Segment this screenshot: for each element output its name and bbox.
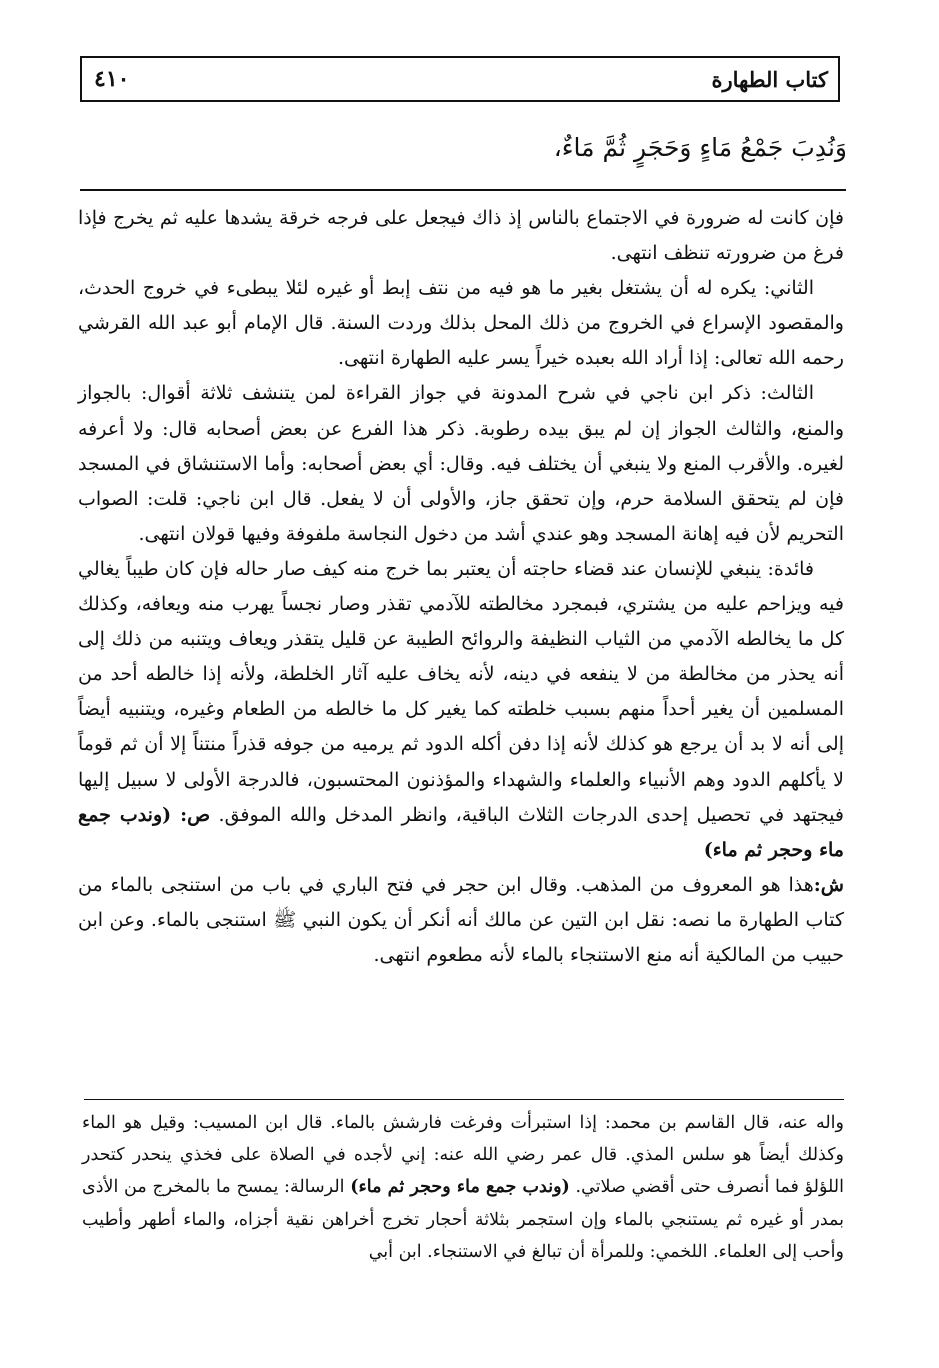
footnote-text-b: الرسالة: يمسح ما بالمخرج من الأذى بمدر أو غيره ثم يستنجي بالماء وإن استجمر بثلاثة أحجار تخرج أخراهن نقية أجزاه، والماء أطهر وأطيب وأحب إلى العلماء. اللخمي: وللمرأة أن تبالغ في الاستنجاء. ابن أبي: [82, 1177, 844, 1262]
paragraph-5-text: هذا هو المعروف من المذهب. وقال ابن حجر في فتح الباري في باب من استنجى بالماء من كتاب الطهارة ما نصه: نقل ابن التين عن مالك أنه أنكر أن يكون النبي ﷺ استنجى بالماء. وعن ابن حبيب من المالكية أنه منع الاستنجاء بالماء لأنه مطعوم انتهى.: [78, 873, 844, 966]
top-divider: [80, 189, 846, 191]
footnote-matn-quote: (وندب جمع ماء وحجر ثم ماء): [350, 1177, 570, 1198]
paragraph-3: الثالث: ذكر ابن ناجي في شرح المدونة في جواز القراءة لمن يتنشف ثلاثة أقوال: بالجواز والمنع، والثالث الجواز إن لم يبق بيده رطوبة. ذكر هذا الفرع عن بعض أصحابه قال: ولا أعرفه لغيره. والأقرب المنع ولا ينبغي أن يختلف فيه. وقال: أي بعض أصحابه: وأما الاستنشاق في المسجد فإن لم يتحقق السلامة حرم، وإن تحقق جاز، والأولى أن لا يفعل. قال ابن ناجي: قلت: الصواب التحريم لأن فيه إهانة المسجد وهو عندي أشد من دخول النجاسة ملفوفة وفيها قولان انتهى.: [78, 382, 844, 545]
page-header: [80, 56, 840, 102]
book-title: كتاب الطهارة: [711, 66, 828, 92]
footnote-divider: [84, 1099, 844, 1100]
main-commentary: [78, 201, 844, 973]
paragraph-5: [78, 868, 844, 973]
paragraph-4: [78, 552, 844, 868]
matn-verse-line: وَنُدِبَ جَمْعُ مَاءٍ وَحَجَرٍ ثُمَّ مَاءٌ،: [553, 133, 847, 162]
paragraph-4-text: فائدة: ينبغي للإنسان عند قضاء حاجته أن يعتبر بما خرج منه كيف صار حاله فإن كان طيباً يغالي فيه ويزاحم عليه من يشتري، فبمجرد مخالطته للآدمي تقذر وصار نجساً يهرب منه ويعافه، وكذلك كل ما يخالطه الآدمي من الثياب النظيفة والروائح الطيبة عن قليل يتقذر ويعاف ويتنبه من ذلك إلى أنه يحذر من مخالطة من لا ينفعه في دينه، لأنه يخاف عليه آثار الخلطة، ولأنه إذا خالطه أحد من المسلمين أن يغير أحداً منهم بسبب خلطته كما يغير كل ما خالطه من الطعام وغيره، ويتنبيه أيضاً إلى أنه لا بد أن يرجع هو كذلك لأنه إذا دفن أكله الدود ثم يرميه من جوفه قذراً منتناً إلا أن ثم قوماً لا يأكلهم الدود وهم الأنبياء والعلماء والشهداء والمؤذنون المحتسبون، فالدرجة الأولى لا سبيل إليها فيجتهد في تحصيل إحدى الدرجات الثلاث الباقية، وانظر المدخل والله الموفق.: [78, 557, 845, 826]
paragraph-2: الثاني: يكره له أن يشتغل بغير ما هو فيه من نتف إبط أو غيره لئلا يبطىء في خروج الحدث، والمقصود الإسراع في الخروج من ذلك المحل بذلك وردت السنة. قال الإمام أبو عبد الله القرشي رحمه الله تعالى: إذا أراد الله بعبده خيراً يسر عليه الطهارة انتهى.: [78, 277, 844, 370]
footnote-paragraph: [82, 1107, 844, 1268]
page-number: ٤١٠: [94, 66, 130, 92]
footnote-text-a: واله عنه، قال القاسم بن محمد: إذا استبرأت وفرغت فارشش بالماء. قال ابن المسيب: وقيل هو الماء وكذلك أيضاً هو سلس المذي. قال عمر رضي الله عنه: إني لأجده في الصلاة على فخذي ينحدر كتحدر اللؤلؤ فما أنصرف حتى أقضي صلاتي.: [82, 1113, 844, 1198]
sharh-label: ش:: [813, 873, 844, 896]
paragraph-1: فإن كانت له ضرورة في الاجتماع بالناس إذ ذاك فيجعل على فرجه خرقة يشدها عليه ثم يخرج فإذا فرغ من ضرورته تنظف انتهى.: [78, 207, 844, 265]
matn-quote: ص: (وندب جمع ماء وحجر ثم ماء): [78, 803, 844, 861]
footnote-section: [82, 1107, 844, 1268]
